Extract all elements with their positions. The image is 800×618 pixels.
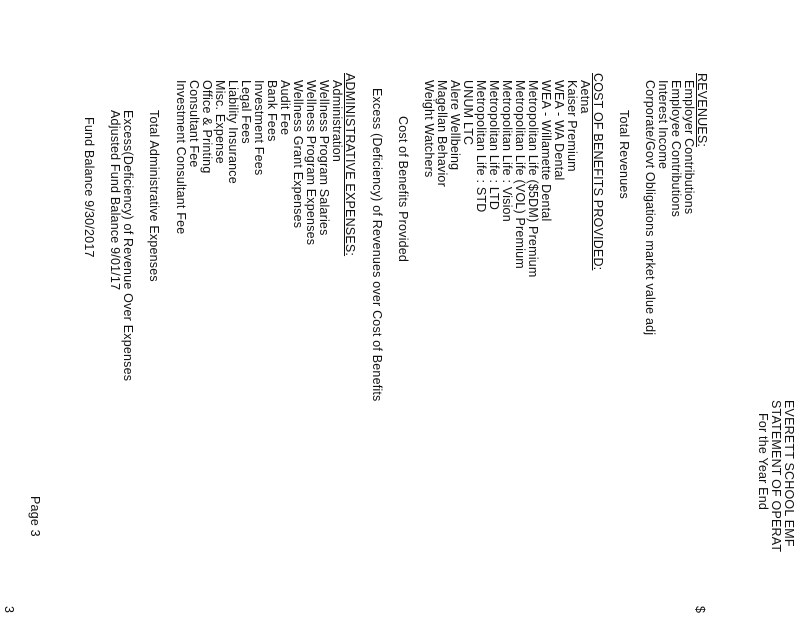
corner-page-mark: 3 (2, 606, 16, 614)
admin-item: Liability Insurance (226, 80, 240, 184)
total-admin-expenses-label: Total Administrative Expenses (147, 110, 161, 282)
admin-item: Office & Printing (200, 80, 214, 174)
benefit-item: Weight Watchers (422, 80, 436, 178)
benefit-item: WEA - WA Dental (552, 80, 566, 181)
revenue-item: Interest Income (656, 80, 670, 170)
revenue-item: Employer Contributions (682, 80, 696, 215)
admin-item: Legal Fees (239, 80, 253, 144)
org-title: EVERETT SCHOOL EMF (782, 400, 796, 547)
revenue-item: Corporate/Govt Obligations market value adj (643, 80, 657, 336)
cost-of-benefits-total-label: Cost of Benefits Provided (396, 116, 410, 263)
admin-item: Wellness Grant Expenses (291, 80, 305, 229)
revenues-heading: REVENUES: (695, 73, 709, 148)
period-subtitle: For the Year End (756, 413, 770, 511)
benefits-heading: COST OF BENEFITS PROVIDED: (591, 73, 605, 271)
benefit-item: WEA - Willamette Dental (539, 80, 553, 222)
benefit-item: UNUM LTC (461, 80, 475, 146)
benefit-item: Metropolitan Life ($5DM) Premium (526, 80, 540, 278)
revenue-item: Employee Contributions (669, 80, 683, 218)
benefit-item: Metropolitan Life (VOL) Premium (513, 80, 527, 269)
benefit-item: Kaiser Premium (565, 80, 579, 172)
benefit-item: Metropolitan Life : LTD (487, 80, 501, 211)
benefit-item: Alere Wellbeing (448, 80, 462, 171)
dollar-sign: $ (693, 606, 707, 614)
page-number: Page 3 (28, 496, 42, 537)
admin-expenses-heading: ADMINISTRATIVE EXPENSES: (343, 73, 357, 257)
fund-balance-label: Fund Balance 9/30/2017 (82, 117, 96, 258)
admin-item: Audit Fee (278, 80, 292, 136)
statement-title: STATEMENT OF OPERAT (769, 400, 783, 553)
admin-item: Investment Fees (252, 80, 266, 176)
excess-over-benefits-label: Excess (Deficiency) of Revenues over Cost of Benefits (370, 88, 384, 402)
admin-item: Administration (330, 80, 344, 162)
admin-item: Investment Consultant Fee (174, 80, 188, 235)
admin-item: Wellness Program Salaries (317, 80, 331, 236)
admin-item: Wellness Program Expenses (304, 80, 318, 246)
adjusted-fund-balance-label: Adjusted Fund Balance 9/01/17 (108, 110, 122, 291)
benefit-item: Metropolitan Life : STD (474, 80, 488, 213)
admin-item: Consultant Fee (187, 80, 201, 168)
admin-item: Bank Fees (265, 80, 279, 142)
benefit-item: Aetna (578, 80, 592, 114)
total-revenues-label: Total Revenues (617, 110, 631, 199)
excess-revenue-over-expenses-label: Excess(Deficiency) of Revenue Over Expenses (121, 110, 135, 382)
admin-item: Misc. Expense (213, 80, 227, 164)
benefit-item: Metropolitan Life : Vision (500, 80, 514, 222)
benefit-item: Magellan Behavior (435, 80, 449, 187)
